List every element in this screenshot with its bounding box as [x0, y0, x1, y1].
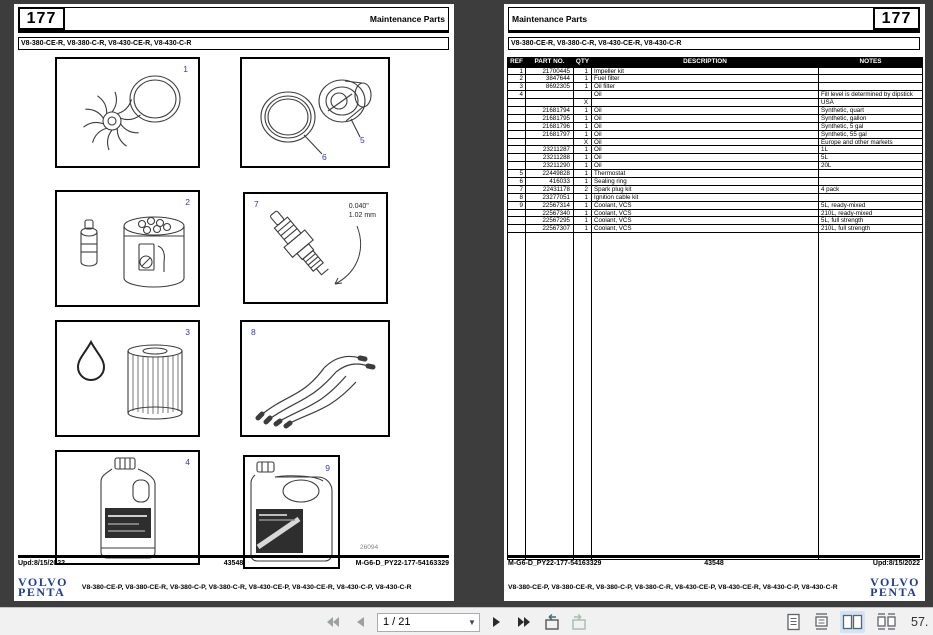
- combobox-caret-icon[interactable]: ▼: [468, 617, 476, 627]
- table-cell: 1: [574, 68, 592, 75]
- table-row: [508, 90, 922, 98]
- doc-number: 43548: [223, 560, 244, 567]
- table-cell: Impeller kit: [592, 68, 819, 75]
- table-cell: 4 pack: [821, 185, 840, 193]
- table-cell: [592, 99, 819, 106]
- previous-page-icon: [354, 615, 366, 629]
- page-number: 177: [18, 7, 65, 30]
- table-cell: Fill level is determined by dipstick: [821, 91, 913, 99]
- volvo-penta-logo: [18, 574, 68, 599]
- table-cell: 21700445: [526, 68, 574, 75]
- page-title: Maintenance Parts: [369, 14, 445, 24]
- table-cell: 23211288: [526, 154, 574, 161]
- spark-gap-mm: 1.02 mm: [348, 212, 376, 219]
- table-cell: 7: [508, 186, 526, 193]
- callout-4: 4: [185, 457, 190, 467]
- figure-impeller-kit: [55, 57, 200, 168]
- table-cell: Oil filter: [592, 83, 819, 90]
- table-cell: 8: [508, 194, 526, 201]
- single-page-view-button[interactable]: [784, 611, 803, 633]
- model-list-header: V8-380-CE-R, V8-380-C-R, V8-430-CE-R, V8-430-C-R: [18, 37, 449, 50]
- doc-code: M-G6-D_PY22-177-54163329: [508, 560, 602, 567]
- table-cell: 3847644: [526, 75, 574, 82]
- table-cell: [526, 99, 574, 106]
- catalog-page-left: [14, 4, 454, 601]
- two-page-continuous-icon: [876, 613, 897, 631]
- table-cell: 9: [508, 202, 526, 209]
- table-row: [508, 67, 922, 75]
- table-cell: Oil: [592, 91, 819, 98]
- callout-5: 5: [360, 135, 365, 145]
- doc-code: M-G6-D_PY22-177-54163329: [355, 560, 449, 567]
- table-cell: [526, 91, 574, 98]
- table-cell: 23277051: [526, 194, 574, 201]
- figure-fuel-filter: [55, 190, 200, 307]
- next-page-button[interactable]: [487, 612, 507, 632]
- table-row: [508, 138, 922, 146]
- table-cell: [819, 83, 922, 90]
- table-row: [508, 82, 922, 90]
- column-header-ref: REF: [508, 58, 526, 67]
- figure-oil-filter: [55, 320, 200, 437]
- table-cell: [574, 91, 592, 98]
- table-cell: Coolant, VCS: [592, 210, 819, 217]
- table-row: [508, 193, 922, 201]
- table-cell: [508, 123, 526, 130]
- spark-gap-note: [349, 202, 376, 220]
- updated-date: Upd:8/15/2022: [18, 560, 66, 567]
- table-cell: Oil: [592, 154, 819, 161]
- figure-thermostat: [240, 57, 390, 168]
- callout-2: 2: [185, 197, 190, 207]
- table-cell: Oil: [592, 123, 819, 130]
- table-row: [508, 145, 922, 153]
- thermostat-illustration: [242, 59, 388, 166]
- table-cell: Synthetic, quart: [821, 106, 864, 114]
- next-page-icon: [491, 615, 503, 629]
- table-row: [508, 177, 922, 185]
- two-page-continuous-view-button[interactable]: [874, 611, 899, 633]
- parts-table: [507, 57, 923, 560]
- table-cell: 5L, ready-mixed: [821, 201, 866, 209]
- page-number-input[interactable]: [378, 615, 465, 630]
- table-cell: [819, 170, 922, 177]
- table-row: [508, 209, 922, 217]
- table-cell: [508, 131, 526, 138]
- table-cell: 1: [574, 146, 592, 153]
- table-cell: Coolant, VCS: [592, 202, 819, 209]
- table-cell: [508, 146, 526, 153]
- table-cell: 1: [574, 178, 592, 185]
- table-row: [508, 106, 922, 114]
- impeller-illustration: [57, 59, 198, 166]
- table-cell: Sealing ring: [592, 178, 819, 185]
- ignition-cable-illustration: [242, 322, 388, 435]
- page-layout-controls: [784, 608, 899, 635]
- table-cell: 21681795: [526, 115, 574, 122]
- table-cell: Oil: [592, 139, 819, 146]
- table-row: [508, 216, 922, 224]
- table-cell: [508, 162, 526, 169]
- callout-3: 3: [185, 327, 190, 337]
- table-cell: Oil: [592, 115, 819, 122]
- table-cell: 20L: [821, 162, 832, 170]
- table-row: [508, 153, 922, 161]
- table-cell: 23211290: [526, 162, 574, 169]
- callout-7: 7: [254, 199, 259, 209]
- table-cell: 2: [508, 75, 526, 82]
- table-cell: [508, 107, 526, 114]
- page-navigation: [323, 608, 588, 635]
- table-cell: 21681794: [526, 107, 574, 114]
- table-cell: X: [574, 139, 592, 146]
- callout-6: 6: [322, 152, 327, 162]
- table-cell: Synthetic, 5 gal: [821, 122, 864, 130]
- table-cell: [526, 139, 574, 146]
- table-cell: 21681796: [526, 123, 574, 130]
- table-row: [508, 161, 922, 169]
- last-page-icon: [516, 615, 532, 629]
- catalog-page-right: [504, 4, 925, 601]
- updated-date: Upd:8/15/2022: [872, 560, 920, 567]
- table-row: [508, 98, 922, 106]
- callout-9: 9: [325, 463, 330, 473]
- table-cell: [508, 139, 526, 146]
- next-view-button[interactable]: [568, 612, 588, 632]
- table-cell: [508, 210, 526, 217]
- table-cell: Oil: [592, 107, 819, 114]
- table-cell: [819, 194, 922, 201]
- two-page-view-button[interactable]: [840, 611, 865, 633]
- table-cell: Thermostat: [592, 170, 819, 177]
- table-cell: 6: [508, 178, 526, 185]
- table-row: [508, 74, 922, 82]
- table-cell: 8692305: [526, 83, 574, 90]
- table-row: [508, 130, 922, 138]
- callout-8: 8: [251, 327, 256, 337]
- table-cell: Synthetic, gallon: [821, 114, 867, 122]
- table-cell: 1: [574, 202, 592, 209]
- drawing-reference-number: 26094: [360, 544, 379, 551]
- table-cell: 4: [508, 91, 526, 98]
- first-page-icon: [325, 615, 341, 629]
- next-view-icon: [569, 614, 588, 631]
- table-cell: [508, 115, 526, 122]
- logo-penta: PENTA: [870, 585, 918, 599]
- oil-filter-illustration: [57, 322, 198, 435]
- callout-1: 1: [183, 64, 188, 74]
- table-cell: 23211287: [526, 146, 574, 153]
- table-cell: 1: [574, 123, 592, 130]
- viewer-toolbar: [0, 607, 933, 635]
- model-list-footer: V8-380-CE-P, V8-380-CE-R, V8-380-C-P, V8-380-C-R, V8-430-CE-P, V8-430-CE-R, V8-430-C-P, V8-430-C-R: [81, 583, 412, 591]
- table-cell: 210L, full strength: [821, 225, 871, 233]
- footer-rule: [18, 555, 449, 558]
- table-cell: 5L: [821, 154, 828, 162]
- two-page-view-icon: [842, 613, 863, 631]
- right-page-brand-row: [508, 574, 920, 600]
- page-number: 177: [873, 7, 920, 30]
- left-page-footer: [18, 560, 449, 570]
- table-cell: Spark plug kit: [592, 186, 819, 193]
- table-cell: 2: [574, 186, 592, 193]
- previous-view-button[interactable]: [541, 612, 561, 632]
- volvo-penta-logo: [870, 574, 920, 599]
- logo-volvo: VOLVO: [870, 574, 920, 589]
- table-row: [508, 224, 922, 232]
- left-page-header: [18, 7, 449, 33]
- parts-table-body: [508, 67, 922, 233]
- table-cell: 22449828: [526, 170, 574, 177]
- model-list-header: V8-380-CE-R, V8-380-C-R, V8-430-CE-R, V8-430-C-R: [508, 37, 920, 50]
- model-list-footer: V8-380-CE-P, V8-380-CE-R, V8-380-C-P, V8-380-C-R, V8-430-CE-P, V8-430-CE-R, V8-430-C-P, V8-430-C-R: [508, 583, 838, 591]
- table-cell: 1: [574, 170, 592, 177]
- table-cell: 1: [574, 131, 592, 138]
- table-cell: 1: [574, 210, 592, 217]
- zoom-level-label: 57.: [911, 615, 929, 629]
- table-cell: Ignition cable kit: [592, 194, 819, 201]
- footer-rule: [508, 555, 920, 558]
- table-cell: Coolant, VCS: [592, 225, 819, 232]
- spark-gap-inch: 0.040": [348, 203, 369, 210]
- table-row: [508, 201, 922, 209]
- right-page-footer: [508, 560, 920, 570]
- table-cell: [819, 178, 922, 185]
- table-cell: Synthetic, 55 gal: [821, 130, 867, 138]
- fuel-filter-illustration: [57, 192, 198, 305]
- coolant-illustration: [245, 457, 338, 567]
- table-cell: 5: [508, 170, 526, 177]
- first-page-button[interactable]: [323, 612, 343, 632]
- table-cell: Fuel filter: [592, 75, 819, 82]
- table-cell: Oil: [592, 131, 819, 138]
- figure-oil-bottle: [55, 450, 200, 565]
- table-cell: [508, 154, 526, 161]
- table-row: [508, 114, 922, 122]
- table-cell: 1L: [821, 146, 828, 154]
- logo-volvo: VOLVO: [18, 574, 68, 589]
- continuous-view-button[interactable]: [812, 611, 831, 633]
- table-cell: Oil: [592, 146, 819, 153]
- page-title: Maintenance Parts: [512, 14, 588, 24]
- column-header-qty: QTY: [574, 58, 592, 67]
- parts-table-head: [508, 58, 922, 67]
- table-cell: Coolant, VCS: [592, 217, 819, 224]
- table-cell: X: [574, 99, 592, 106]
- table-cell: 5L, full strength: [821, 217, 864, 225]
- table-cell: 21681797: [526, 131, 574, 138]
- table-cell: 22567295: [526, 217, 574, 224]
- doc-number: 43548: [704, 560, 724, 567]
- table-cell: 1: [508, 68, 526, 75]
- table-cell: 1: [574, 154, 592, 161]
- table-cell: 22431178: [526, 186, 574, 193]
- column-header-part: PART NO.: [526, 58, 574, 67]
- table-cell: 1: [574, 225, 592, 232]
- table-cell: 1: [574, 75, 592, 82]
- figure-spark-plug: [243, 192, 388, 304]
- previous-view-icon: [542, 614, 561, 631]
- table-cell: USA: [821, 99, 834, 106]
- continuous-view-icon: [814, 613, 829, 631]
- table-row: [508, 122, 922, 130]
- table-cell: [508, 99, 526, 106]
- table-cell: 22567307: [526, 225, 574, 232]
- page-number-combobox[interactable]: [377, 613, 480, 632]
- table-cell: 22567340: [526, 210, 574, 217]
- table-cell: [508, 217, 526, 224]
- table-cell: [819, 68, 922, 75]
- table-cell: Europe and other markets: [821, 138, 893, 146]
- table-cell: 1: [574, 217, 592, 224]
- table-cell: 1: [574, 194, 592, 201]
- table-cell: 22567314: [526, 202, 574, 209]
- table-cell: [819, 75, 922, 82]
- table-cell: Oil: [592, 162, 819, 169]
- table-cell: [508, 225, 526, 232]
- parts-table-filler: [508, 232, 922, 559]
- table-cell: 3: [508, 83, 526, 90]
- last-page-button[interactable]: [514, 612, 534, 632]
- left-page-brand-row: [18, 574, 449, 600]
- table-cell: 1: [574, 83, 592, 90]
- column-header-desc: DESCRIPTION: [592, 58, 819, 67]
- figure-coolant: [243, 455, 340, 569]
- oil-bottle-illustration: [57, 452, 198, 563]
- table-cell: 416033: [526, 178, 574, 185]
- table-row: [508, 185, 922, 193]
- column-header-notes: NOTES: [859, 58, 882, 65]
- table-cell: 1: [574, 107, 592, 114]
- single-page-icon: [786, 613, 801, 631]
- table-cell: 210L, ready-mixed: [821, 209, 873, 217]
- right-page-header: [508, 7, 920, 33]
- table-cell: 1: [574, 162, 592, 169]
- previous-page-button[interactable]: [350, 612, 370, 632]
- table-cell: 1: [574, 115, 592, 122]
- figure-ignition-cables: [240, 320, 390, 437]
- table-row: [508, 169, 922, 177]
- logo-penta: PENTA: [18, 585, 66, 599]
